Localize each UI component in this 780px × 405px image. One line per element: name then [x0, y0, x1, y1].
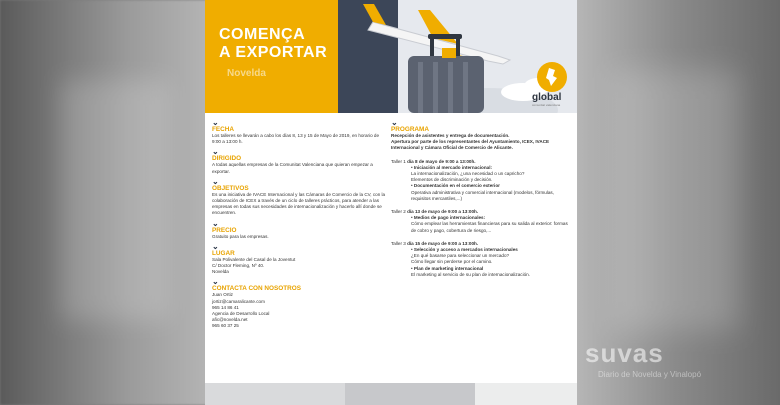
taller-3-item: • Plan de marketing internacional — [411, 265, 484, 271]
programa-intro: Recepción de asistentes y entrega de documentación. — [391, 133, 510, 138]
banner — [205, 0, 577, 113]
global-logo-icon — [537, 62, 567, 92]
background-blur-left — [60, 80, 170, 320]
right-column — [391, 119, 573, 278]
contact-email[interactable]: afic@novelda.net — [212, 317, 248, 323]
flyer-title: COMENÇA A EXPORTAR — [219, 26, 328, 61]
lugar-line: Sala Polivalente del Casal de la Joventut — [212, 256, 296, 262]
chevron-down-icon: ⌄ — [212, 218, 219, 228]
chevron-down-icon: ⌄ — [212, 118, 219, 127]
taller-1-header: Taller 1 día 8 de mayo de 9:00 a 13:00h. — [391, 158, 476, 164]
flyer-subtitle: Novelda — [227, 68, 266, 79]
taller-1-detail: La internacionalización, ¿una necesidad o un capricho? — [411, 171, 525, 177]
section-heading-dirigido: DIRIGIDO — [212, 155, 242, 163]
taller-3-header: Taller 3 día 15 de mayo de 9:00 a 13:00h. — [391, 240, 479, 246]
taller-3-detail: ¿En qué basarse para seleccionar un mercado? — [411, 253, 510, 259]
footer-band — [205, 383, 577, 405]
section-heading-objetivos: OBJETIVOS — [212, 184, 249, 192]
watermark: suvas — [585, 338, 664, 368]
contact-line: Juan Ortiz — [212, 292, 233, 298]
chevron-down-icon: ⌄ — [212, 176, 219, 186]
contact-email[interactable]: jortiz@camaralicante.com — [212, 298, 265, 304]
lugar-line: C/ Doctor Fleming, Nº 40. — [212, 263, 265, 269]
dirigido-text: A todas aquellas empresas de la Comunitat Valenciana que quieran empezar a exportar. — [212, 162, 373, 174]
taller-3-detail: Cómo llegar sin perderse por el camino. — [411, 259, 493, 265]
section-heading-programa: PROGRAMA — [391, 126, 429, 133]
contact-phone: 965 60 37 25 — [212, 323, 239, 329]
chevron-down-icon: ⌄ — [391, 118, 398, 127]
contact-phone: 965 14 86 41 — [212, 304, 239, 310]
logo-subtext: comunitat valenciana — [532, 103, 561, 107]
taller-1-item: • Documentación en el comercio exterior — [411, 183, 500, 189]
precio-text: Gratuito para las empresas. — [212, 233, 269, 239]
chevron-down-icon: ⌄ — [212, 277, 219, 287]
section-heading-contacto: CONTACTA CON NOSOTROS — [212, 285, 301, 293]
taller-1-item: • Iniciación al mercado internacional: — [411, 164, 493, 170]
chevron-down-icon: ⌄ — [212, 147, 219, 157]
section-heading-precio: PRECIO — [212, 226, 237, 234]
watermark-sub: Diario de Novelda y Vinalopó — [598, 370, 702, 379]
section-heading-lugar: LUGAR — [212, 249, 235, 257]
fecha-text: Los talleres se llevarán a cabo los días 8, 13 y 15 de Mayo de 2019, en horario de 9:00 a 13:00 h. — [212, 133, 380, 145]
lugar-line: Novelda — [212, 269, 229, 275]
background-blur-right — [610, 70, 740, 330]
taller-1-detail: Operativa administrativa y comercial internacional (modelos, fórmulas, requisitos mercantiles,...) — [411, 189, 554, 201]
taller-2-item: • Medios de pago internacionales: — [411, 215, 486, 221]
taller-1-detail: Elementos de discriminación y decisión. — [411, 177, 493, 183]
contact-line: Agencia de Desarrollo Local — [212, 311, 270, 317]
taller-3-detail: El marketing al servicio de su plan de internacionalización. — [411, 271, 530, 277]
taller-3-item: • Selección y acceso a mercados internacionales — [411, 247, 518, 253]
taller-2-header: Taller 2 día 13 de mayo de 9:00 a 13:00h. — [391, 209, 479, 215]
section-heading-fecha: FECHA — [212, 126, 235, 133]
taller-2-detail: Cómo emplear las herramientas financieras para su salida al exterior: formas de cobro y pago, cobertura de riesgo,... — [411, 221, 568, 233]
logo-text: global — [532, 92, 562, 103]
flyer — [205, 0, 577, 405]
left-column — [212, 119, 387, 330]
chevron-down-icon: ⌄ — [212, 241, 219, 251]
objetivos-text: Es una iniciativa de IVACE Internacional y las Cámaras de Comercio de la CV, con la colaboración de ICEX a través de un ciclo de talleres prácticos, para atender a las empresas en todas sus necesidades de internacionalización y hacerlo allí donde se encuentren. — [212, 191, 386, 216]
programa-intro: Apertura por parte de los representantes del Ayuntamiento, ICEX, IVACE Internacional y Cámara Oficial de Comercio de Alicante. — [391, 139, 550, 151]
